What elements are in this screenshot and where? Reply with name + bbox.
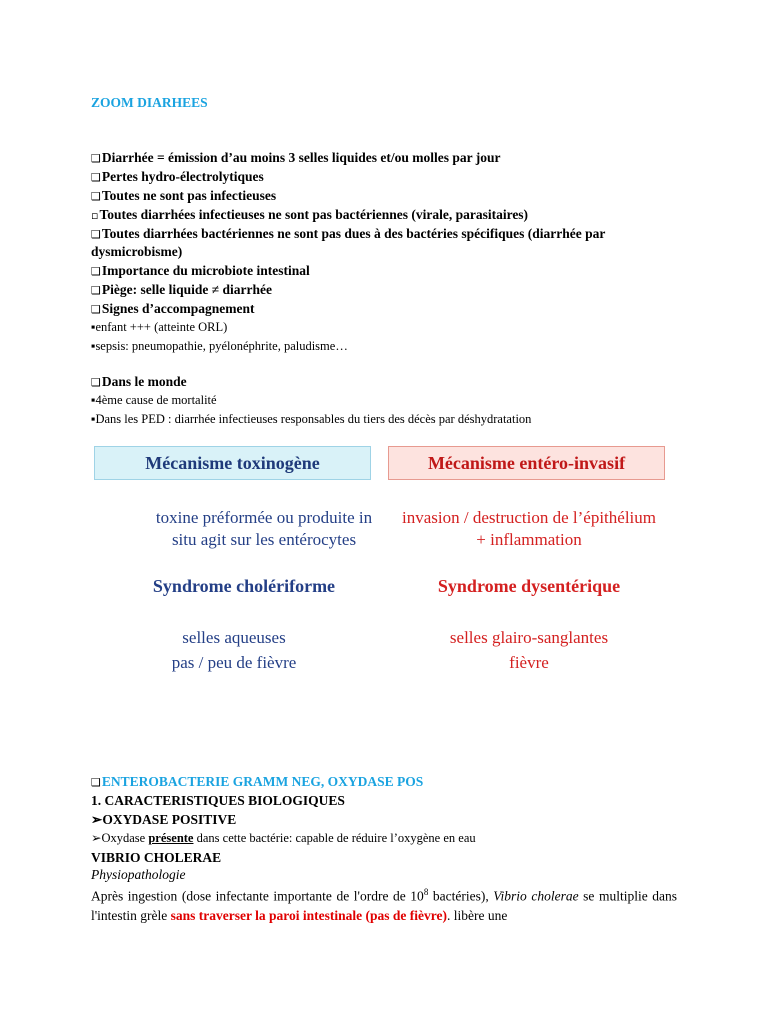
dysenteric-sign-line: selles glairo-sanglantes [449,628,609,647]
bullet-item-continued: dysmicrobisme) [91,244,183,259]
enteroinvasive-description [370,507,688,551]
bullet-item: ❑Importance du microbiote intestinal [91,263,310,278]
toxinogen-header-box: Mécanisme toxinogène [94,446,371,480]
bullet-item: ❑Toutes ne sont pas infectieuses [91,188,277,203]
page-title: ZOOM DIARHEES [91,95,208,110]
square-bullet-icon: ▪ [91,339,96,353]
checkbox-bullet-icon: ❑ [91,265,101,278]
sub-bullet: ▪Dans les PED : diarrhée infectieuses responsables du tiers des décès par déshydratation [91,412,532,426]
vibrio-heading: VIBRIO CHOLERAE [91,850,222,865]
checkbox-bullet-icon: ❑ [91,776,101,789]
checkbox-bullet-icon: ❑ [91,303,101,316]
bullet-item: ❑Piège: selle liquide ≠ diarrhée [91,282,273,297]
square-bullet-icon: ▪ [91,412,96,426]
enteroinvasive-desc-line: invasion / destruction de l’épithélium [401,508,656,527]
bullet-item: ❑Diarrhée = émission d’au moins 3 selles liquides et/ou molles par jour [91,150,501,165]
oxydase-heading: ➢OXYDASE POSITIVE [91,812,237,827]
bullet-item: ❑Toutes diarrhées bactériennes ne sont pas dues à des bactéries spécifiques (diarrhée par [91,226,606,241]
square-bullet-icon: ▪ [91,393,96,407]
dysenteric-signs [370,625,688,675]
checkbox-bullet-icon: ❑ [91,171,101,184]
bullet-item: ❑Pertes hydro-électrolytiques [91,169,264,184]
toxinogen-desc-line: situ agit sur les entérocytes [171,530,357,549]
arrow-bullet-icon: ➢ [91,812,103,827]
oxydase-text: ➢Oxydase présente dans cette bactérie: capable de réduire l’oxygène en eau [91,831,476,845]
dysenteric-syndrome: Syndrome dysentérique [437,576,621,596]
choleriform-syndrome: Syndrome cholériforme [152,576,336,596]
bullet-item: ❑Signes d’accompagnement [91,301,255,316]
bullet-item: ▫Toutes diarrhées infectieuses ne sont pas bactériennes (virale, parasitaires) [91,207,529,222]
checkbox-bullet-icon: ❑ [91,190,101,203]
square-bullet-icon: ▪ [91,320,96,334]
checkbox-bullet-icon: ❑ [91,152,101,165]
arrow-bullet-icon: ➢ [91,831,102,845]
sub-bullet: ▪sepsis: pneumopathie, pyélonéphrite, paludisme… [91,339,348,353]
sub-bullet: ▪enfant +++ (atteinte ORL) [91,320,228,334]
small-square-bullet-icon: ▫ [91,209,99,222]
toxinogen-desc-line: toxine préformée ou produite in [155,508,373,527]
section-1-heading: 1. CARACTERISTIQUES BIOLOGIQUES [91,793,345,808]
checkbox-bullet-icon: ❑ [91,284,101,297]
enteroinvasive-header-box: Mécanisme entéro-invasif [388,446,665,480]
physio-paragraph: Après ingestion (dose infectante importante de l'ordre de $10^8$ bactéries), Vibrio cholerae se multiplie dans l'intestin grèle sans traverser la paroi intestinale (pas de fièvre). libère une [91,887,677,923]
checkbox-bullet-icon: ❑ [91,376,101,389]
choleriform-signs [84,625,384,675]
sub-bullet: ▪4ème cause de mortalité [91,393,217,407]
checkbox-bullet-icon: ❑ [91,228,101,241]
entero-heading: ❑ENTEROBACTERIE GRAMM NEG, OXYDASE POS [91,774,424,789]
choleriform-sign-line: pas / peu de fièvre [171,653,297,672]
section-heading: ❑Dans le monde [91,374,187,389]
physio-subheading: Physiopathologie [91,867,186,882]
choleriform-sign-line: selles aqueuses [182,628,286,647]
dysenteric-sign-line: fièvre [509,653,549,672]
enteroinvasive-desc-line: + inflammation [476,530,582,549]
